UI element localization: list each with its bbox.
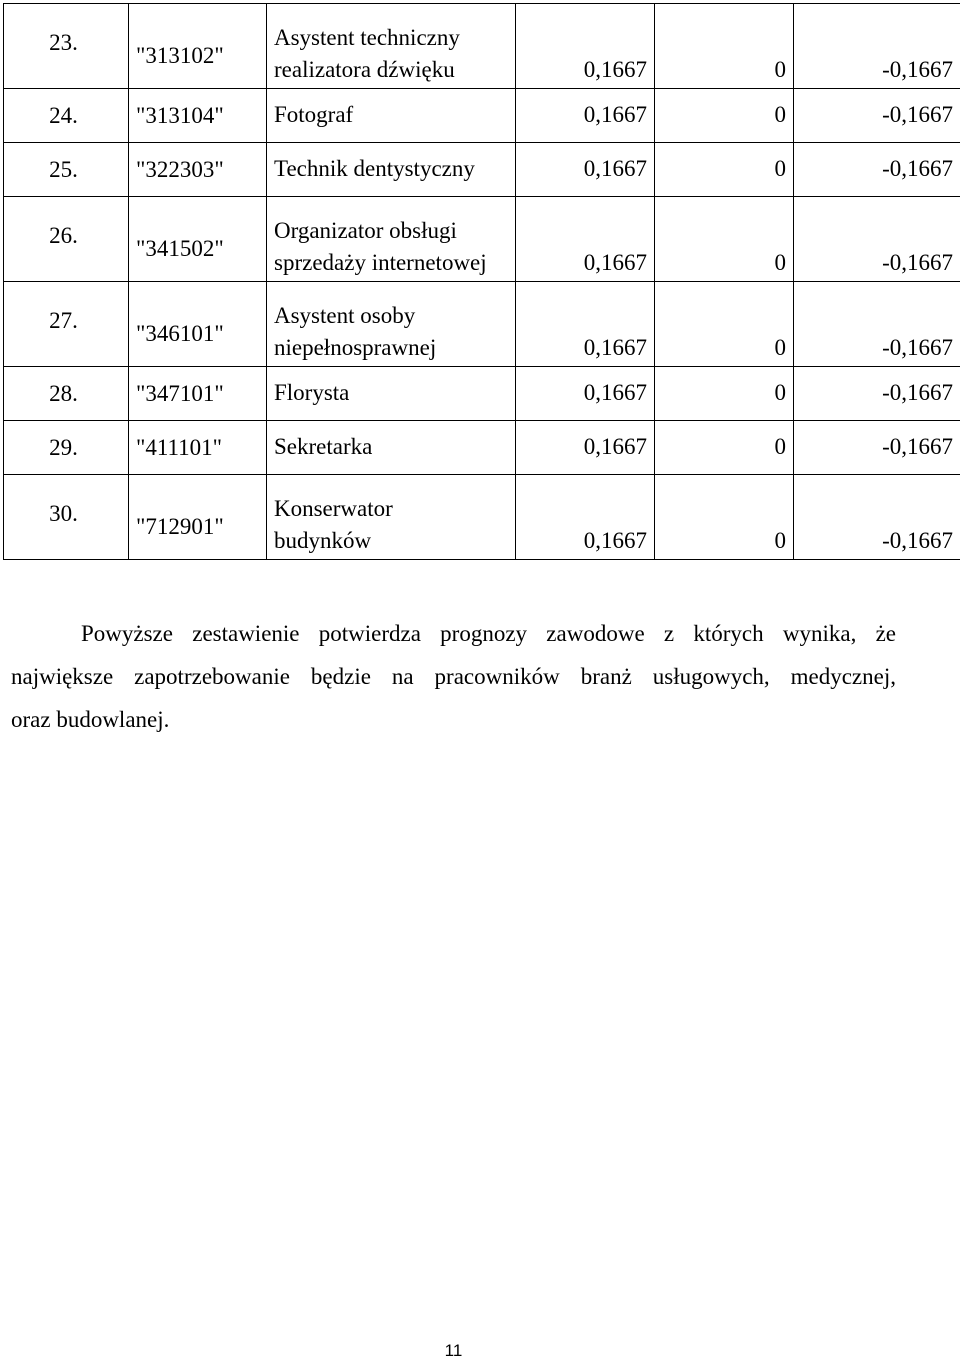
row-number-cell: 29. (4, 421, 129, 475)
value-2-cell: 0 (655, 143, 794, 197)
occupation-name-line: sprzedaży internetowej (274, 250, 487, 275)
page-number: 11 (444, 1341, 463, 1360)
value-1-cell: 0,1667 (516, 475, 655, 560)
table-row (4, 197, 960, 282)
occupation-name-line: Technik dentystyczny (274, 155, 475, 181)
occupation-name-cell (267, 4, 516, 89)
occupation-code-cell: "411101" (129, 421, 267, 475)
row-number-cell: 27. (4, 282, 129, 367)
row-number-cell: 23. (4, 4, 129, 89)
value-3-cell: -0,1667 (794, 143, 960, 197)
occupation-name-line: Florysta (274, 379, 350, 405)
occupation-name-line: Sekretarka (274, 433, 373, 459)
table-row (4, 89, 960, 143)
value-2-cell: 0 (655, 421, 794, 475)
occupation-code-cell: "347101" (129, 367, 267, 421)
occupation-name-line: Fotograf (274, 101, 354, 127)
occupation-name-cell (267, 367, 516, 421)
occupation-name-line: Asystent techniczny (274, 25, 460, 50)
value-1-cell: 0,1667 (516, 367, 655, 421)
value-2-cell: 0 (655, 89, 794, 143)
table-row (4, 282, 960, 367)
occupation-name-cell (267, 197, 516, 282)
occupation-code-cell: "313102" (129, 4, 267, 89)
value-1-cell: 0,1667 (516, 89, 655, 143)
occupation-name-line: budynków (274, 528, 372, 553)
occupation-name-cell (267, 282, 516, 367)
occupation-name-line: Asystent osoby (274, 303, 416, 328)
value-3-cell: -0,1667 (794, 421, 960, 475)
occupation-name-cell (267, 421, 516, 475)
occupation-name-line: Konserwator (274, 496, 393, 521)
value-2-cell: 0 (655, 367, 794, 421)
occupation-code-cell: "341502" (129, 197, 267, 282)
value-1-cell: 0,1667 (516, 421, 655, 475)
row-number-cell: 28. (4, 367, 129, 421)
occupation-name-line: niepełnosprawnej (274, 335, 437, 360)
value-3-cell: -0,1667 (794, 197, 960, 282)
row-number-cell: 30. (4, 475, 129, 560)
value-2-cell: 0 (655, 282, 794, 367)
occupation-name-line: realizatora dźwięku (274, 57, 455, 82)
row-number-cell: 26. (4, 197, 129, 282)
value-1-cell: 0,1667 (516, 143, 655, 197)
occupation-code-cell: "313104" (129, 89, 267, 143)
value-3-cell: -0,1667 (794, 282, 960, 367)
table-row (4, 475, 960, 560)
value-3-cell: -0,1667 (794, 475, 960, 560)
summary-paragraph (11, 612, 896, 741)
table-row (4, 367, 960, 421)
value-2-cell: 0 (655, 4, 794, 89)
occupation-name-cell (267, 143, 516, 197)
summary-line-2: największe zapotrzebowanie będzie na pracowników branż usługowych, medycznej, (11, 664, 896, 689)
value-3-cell: -0,1667 (794, 89, 960, 143)
occupation-name-line: Organizator obsługi (274, 218, 457, 243)
table-row (4, 421, 960, 475)
row-number-cell: 24. (4, 89, 129, 143)
occupation-code-cell: "322303" (129, 143, 267, 197)
value-3-cell: -0,1667 (794, 367, 960, 421)
value-2-cell: 0 (655, 475, 794, 560)
occupation-code-cell: "346101" (129, 282, 267, 367)
value-1-cell: 0,1667 (516, 197, 655, 282)
value-1-cell: 0,1667 (516, 282, 655, 367)
value-1-cell: 0,1667 (516, 4, 655, 89)
row-number-cell: 25. (4, 143, 129, 197)
table-row (4, 143, 960, 197)
occupation-code-cell: "712901" (129, 475, 267, 560)
summary-line-1: Powyższe zestawienie potwierdza prognozy zawodowe z których wynika, że (81, 621, 896, 646)
table-body (4, 4, 960, 560)
summary-line-3: oraz budowlanej. (11, 707, 170, 732)
value-2-cell: 0 (655, 197, 794, 282)
table-row (4, 4, 960, 89)
occupation-name-cell (267, 89, 516, 143)
occupation-table (3, 3, 960, 560)
occupation-name-cell (267, 475, 516, 560)
value-3-cell: -0,1667 (794, 4, 960, 89)
